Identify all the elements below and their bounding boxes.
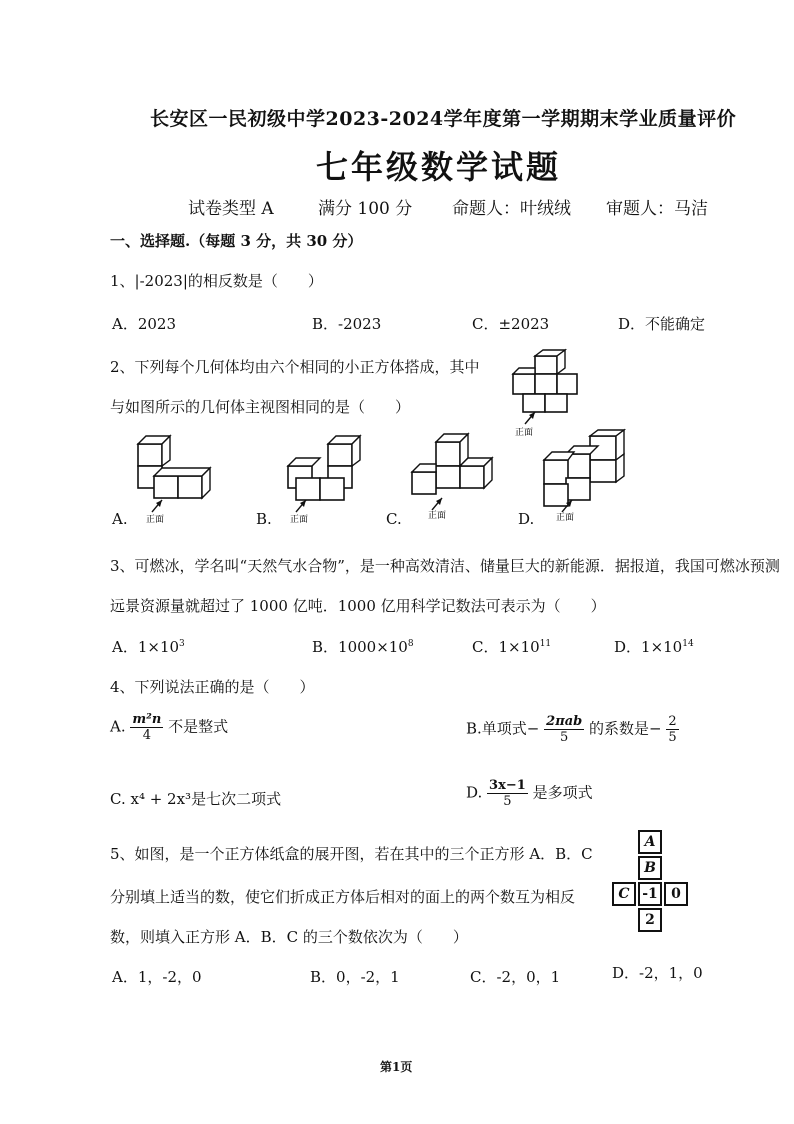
paper-type: 试卷类型 A [188,199,274,219]
q5-option-a: A．1，-2，0 [112,968,202,986]
full-score: 满分 100 分 [318,199,413,219]
q3-stem-line1: 3、可燃冰，学名叫“天然气水合物”，是一种高效清洁、储量巨大的新能源．据报道，我国可燃冰预测 [110,557,780,575]
net-cell-a: A [638,830,662,854]
q2-figure-d [540,428,640,524]
front-label-c: 正面 [428,511,447,521]
q3-option-a: A．$1\times 10^3$ [112,638,185,656]
q3-option-c: C．$1\times 10^{11}$ [472,638,552,656]
section-heading: 一、选择题.（每题 3 分，共 30 分） [110,232,363,250]
net-cell-b: B [638,856,662,880]
q4-option-d: D. $\frac{3x-1}{5}$ 是多项式 [466,778,593,809]
q2-stem-line1: 2、下列每个几何体均由六个相同的小正方体搭成，其中 [110,358,480,376]
q4-a-fraction: $\frac{\text{m²n}}{4}$ [132,712,162,743]
q4-b-fraction2: $\frac{2}{5}$ [668,714,677,745]
q2-figure-c [408,432,508,524]
q4-option-c: C. x⁴ + 2x³是七次二项式 [110,790,282,808]
q4-d-fraction: $\frac{3x-1}{5}$ [489,778,526,809]
q5-stem-line3: 数，则填入正方形 A．B．C 的三个数依次为（ ） [110,928,468,946]
q4-option-b: B.单项式− $\frac{\text{2πab}}{5}$ 的系数是− $\frac{2}{5}$ [466,714,677,745]
q2-option-b: B. [256,510,272,528]
q2-option-d: D. [518,510,535,528]
q4-b-fraction: $\frac{\text{2πab}}{5}$ [546,714,583,745]
net-cell-c: C [612,882,636,906]
exam-title: 七年级数学试题 [316,148,562,186]
setter: 命题人：叶绒绒 [452,199,571,219]
q2-stem-line2: 与如图所示的几何体主视图相同的是（ ） [110,398,411,416]
q4-stem: 4、下列说法正确的是（ ） [110,678,315,696]
cube-net [600,800,700,940]
q2-reference-figure [505,348,585,438]
net-cell-bottom: 2 [638,908,662,932]
net-cell-right: 0 [664,882,688,906]
q2-option-c: C. [386,510,402,528]
q2-option-a: A. [112,510,128,528]
q4-option-a: A. $\frac{\text{m²n}}{4}$ 不是整式 [110,712,229,743]
q3-stem-line2: 远景资源量就超过了 1000 亿吨．1000 亿用科学记数法可表示为（ ） [110,597,606,615]
front-label-d: 正面 [556,513,575,523]
q5-option-c: C．-2，0，1 [470,968,561,986]
q1-option-d: D．不能确定 [618,315,706,333]
q5-stem-line1: 5、如图，是一个正方体纸盒的展开图，若在其中的三个正方形 A．B．C [110,845,593,863]
q3-option-b: B．$1000\times 10^8$ [312,638,414,656]
ref-cube-top [535,356,557,374]
q5-option-d: D．-2，1，0 [612,964,703,982]
page-number: 第1页 [380,1060,413,1074]
q2-figure-b [280,432,380,524]
front-label-a: 正面 [146,515,165,524]
q1-option-c: C．±2023 [472,315,550,333]
front-label-b: 正面 [290,515,309,524]
ref-front-label: 正面 [515,428,534,438]
q1-option-b: B．-2023 [312,315,382,333]
net-cell-center: -1 [638,882,662,906]
q1-option-a: A．2023 [112,315,177,333]
q1-stem: 1、|-2023|的相反数是（ ） [110,272,323,290]
q2-figure-a [130,432,230,524]
q5-option-b: B．0，-2，1 [310,968,400,986]
q5-stem-line2: 分别填上适当的数，使它们折成正方体后相对的面上的两个数互为相反 [110,888,576,906]
reviewer: 审题人：马洁 [606,199,708,219]
q3-option-d: D．$1\times 10^{14}$ [614,638,694,656]
school-line: 长安区一民初级中学2023-2024学年度第一学期期末学业质量评价 [150,108,737,130]
